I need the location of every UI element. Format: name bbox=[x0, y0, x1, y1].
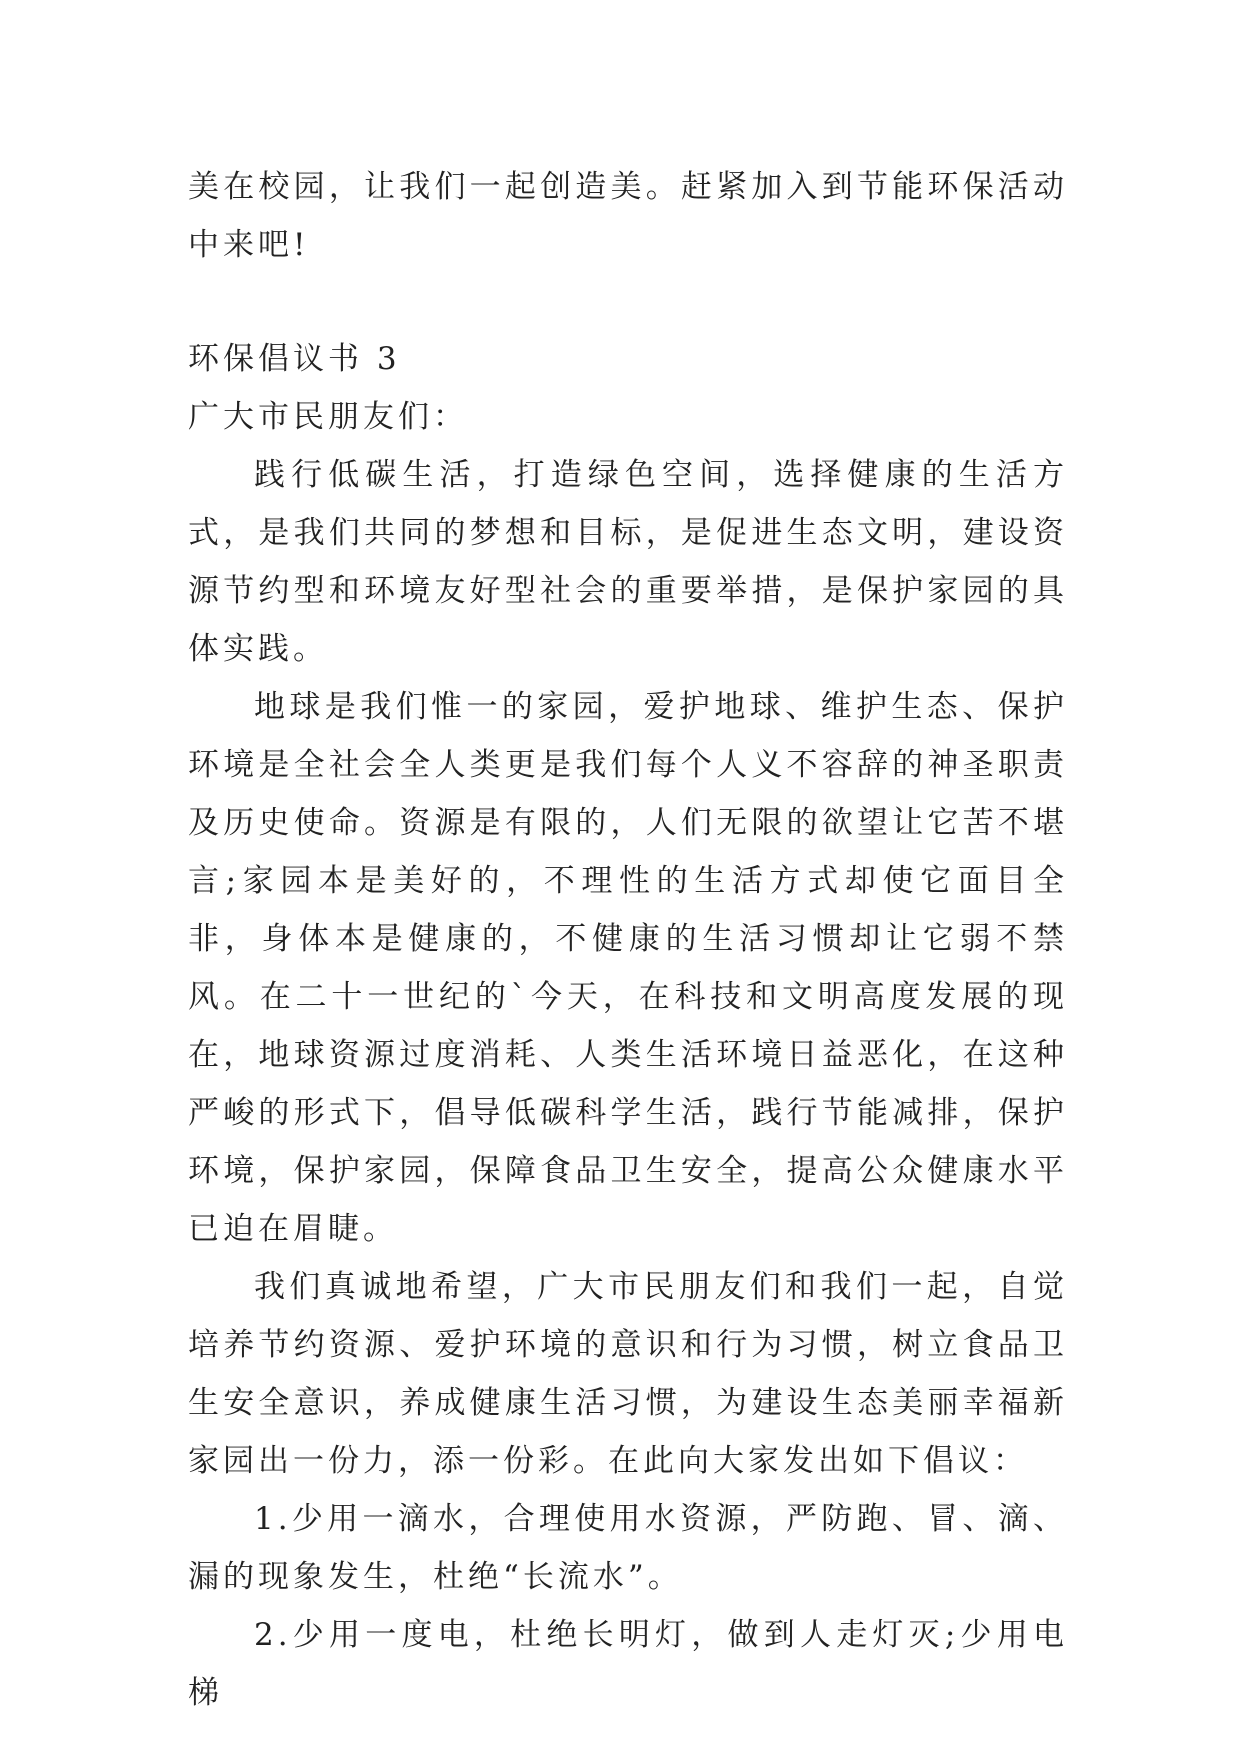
list-item-paragraph: 1.少用一滴水，合理使用水资源，严防跑、冒、滴、漏的现象发生，杜绝“长流水”。 bbox=[188, 1501, 1068, 1595]
body-paragraph: 地球是我们惟一的家园，爱护地球、维护生态、保护环境是全社会全人类更是我们每个人义不容辞的神圣职责及历史使命。资源是有限的，人们无限的欲望让它苦不堪言;家园本是美好的，不理性的生活方式却使它面目全非，身体本是健康的，不健康的生活习惯却让它弱不禁风。在二十一世纪的`今天，在科技和文明高度发展的现在，地球资源过度消耗、人类生活环境日益恶化，在这种严峻的形式下，倡导低碳科学生活，践行节能减排，保护环境，保护家园，保障食品卫生安全，提高公众健康水平已迫在眉睫。 bbox=[188, 689, 1068, 1247]
salutation: 广大市民朋友们： bbox=[188, 399, 468, 435]
section-spacer bbox=[188, 274, 1068, 330]
body-paragraph: 我们真诚地希望，广大市民朋友们和我们一起，自觉培养节约资源、爱护环境的意识和行为习惯，树立食品卫生安全意识，养成健康生活习惯，为建设生态美丽幸福新家园出一份力，添一份彩。在此向大家发出如下倡议： bbox=[188, 1269, 1068, 1479]
body-paragraph: 践行低碳生活，打造绿色空间，选择健康的生活方式，是我们共同的梦想和目标，是促进生态文明，建设资源节约型和环境友好型社会的重要举措，是保护家园的具体实践。 bbox=[188, 457, 1068, 667]
document-page bbox=[188, 158, 1068, 1722]
section-title: 环保倡议书 3 bbox=[188, 341, 401, 377]
list-item-paragraph: 2.少用一度电，杜绝长明灯，做到人走灯灭;少用电梯 bbox=[188, 1617, 1068, 1711]
continuation-paragraph: 美在校园，让我们一起创造美。赶紧加入到节能环保活动中来吧! bbox=[188, 169, 1068, 263]
